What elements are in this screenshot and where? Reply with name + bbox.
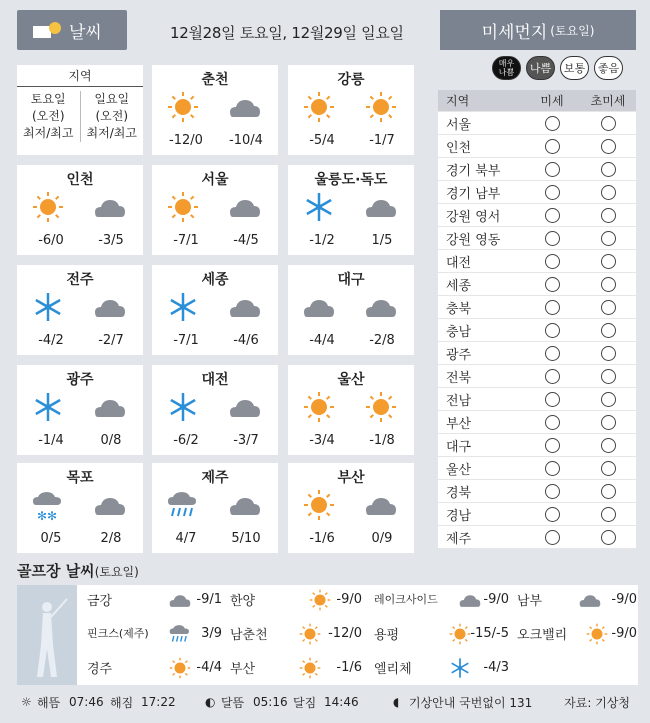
cloud-icon bbox=[93, 489, 127, 521]
sun-icon bbox=[31, 191, 65, 223]
city-card bbox=[288, 463, 414, 553]
dust-row bbox=[438, 135, 636, 158]
temp-sun: -3/5 bbox=[98, 233, 124, 248]
temp-sun: 0/8 bbox=[100, 433, 122, 448]
dust-row bbox=[438, 296, 636, 319]
temp-sat: -7/1 bbox=[173, 233, 199, 248]
moonset-time: 14:46 bbox=[324, 695, 359, 709]
pm25-indicator bbox=[601, 415, 616, 430]
city-name: 인천 bbox=[66, 172, 94, 188]
city-name: 서울 bbox=[201, 172, 229, 188]
city-card bbox=[152, 365, 278, 455]
dust-region: 세종 bbox=[446, 278, 472, 294]
pm10-indicator bbox=[545, 231, 560, 246]
city-name: 울산 bbox=[337, 372, 365, 388]
city-name: 전주 bbox=[66, 272, 94, 288]
dust-title: 미세먼지 bbox=[481, 22, 548, 43]
temp-sun: -2/7 bbox=[98, 333, 124, 348]
dust-row bbox=[438, 181, 636, 204]
temp-sun: -10/4 bbox=[229, 133, 263, 148]
dust-col-region: 지역 bbox=[446, 94, 470, 108]
pm10-indicator bbox=[545, 323, 560, 338]
pm25-indicator bbox=[601, 139, 616, 154]
golf-course-name: 오크밸리 bbox=[517, 627, 568, 643]
dust-region: 서울 bbox=[446, 117, 472, 133]
dust-region: 경남 bbox=[446, 508, 472, 524]
golf-course-name: 핀크스(제주) bbox=[87, 627, 149, 640]
pm25-indicator bbox=[601, 254, 616, 269]
temp-sat: -4/2 bbox=[38, 333, 64, 348]
temp-sat: 0/5 bbox=[40, 531, 62, 546]
golf-course-name: 부산 bbox=[230, 661, 256, 677]
golf-subtitle: (토요일) bbox=[94, 565, 139, 579]
temp-sat: -1/6 bbox=[309, 531, 335, 546]
snow-icon bbox=[166, 391, 200, 423]
forecast-dates: 12월28일 토요일, 12월29일 일요일 bbox=[170, 24, 404, 42]
legend-sun: 일요일 bbox=[94, 92, 130, 106]
dust-row bbox=[438, 319, 636, 342]
pm10-indicator bbox=[545, 461, 560, 476]
golf-course-name: 엘리체 bbox=[374, 661, 412, 677]
cloud-icon bbox=[228, 191, 262, 223]
moonset-label: 달짐 bbox=[293, 695, 317, 710]
golf-course-name: 경주 bbox=[87, 661, 113, 677]
golf-item bbox=[17, 587, 638, 611]
dust-row bbox=[438, 411, 636, 434]
pm10-indicator bbox=[545, 369, 560, 384]
dust-level-good: 좋음 bbox=[594, 56, 623, 80]
pm10-indicator bbox=[545, 300, 560, 315]
cloud-icon bbox=[228, 91, 262, 123]
sun-icon bbox=[302, 391, 336, 423]
dust-region: 광주 bbox=[446, 347, 472, 363]
snow-icon bbox=[302, 191, 336, 223]
golf-course-name: 용평 bbox=[374, 627, 400, 643]
pm10-indicator bbox=[545, 254, 560, 269]
sunset-label: 해짐 bbox=[110, 695, 134, 710]
city-name: 대구 bbox=[337, 272, 365, 288]
city-name: 제주 bbox=[201, 470, 229, 486]
golf-temp: -4/3 bbox=[483, 659, 509, 675]
city-card bbox=[17, 463, 143, 553]
dust-region: 대전 bbox=[446, 255, 472, 271]
city-name: 목포 bbox=[66, 470, 94, 486]
golf-course-name: 금강 bbox=[87, 593, 113, 609]
golf-item bbox=[17, 655, 638, 679]
golf-course-name: 남춘천 bbox=[230, 627, 268, 643]
golf-temp: -9/0 bbox=[611, 625, 637, 641]
dust-row bbox=[438, 227, 636, 250]
pm10-indicator bbox=[545, 185, 560, 200]
dust-row bbox=[438, 480, 636, 503]
temp-sun: 0/9 bbox=[371, 531, 393, 546]
cloud-icon bbox=[228, 391, 262, 423]
city-name: 부산 bbox=[337, 470, 365, 486]
dust-row bbox=[438, 434, 636, 457]
cloudrain-icon bbox=[166, 489, 200, 521]
dust-col-pm10: 미세 bbox=[540, 94, 564, 108]
legend-sat-am: (오전) bbox=[31, 109, 65, 123]
dust-region: 충북 bbox=[446, 301, 472, 317]
weather-title: 날씨 bbox=[69, 22, 102, 43]
pm25-indicator bbox=[601, 507, 616, 522]
sun-icon bbox=[364, 91, 398, 123]
pm10-indicator bbox=[545, 507, 560, 522]
pm10-indicator bbox=[545, 277, 560, 292]
moonrise-time: 05:16 bbox=[253, 695, 288, 709]
snow-icon bbox=[31, 291, 65, 323]
city-card bbox=[288, 65, 414, 155]
city-card bbox=[17, 165, 143, 255]
temp-sat: -1/2 bbox=[309, 233, 335, 248]
sunset-time: 17:22 bbox=[141, 695, 176, 709]
temp-sun: -1/7 bbox=[369, 133, 395, 148]
pm10-indicator bbox=[545, 415, 560, 430]
golf-temp: -4/4 bbox=[196, 659, 222, 675]
dust-region: 부산 bbox=[446, 416, 472, 432]
snow-icon bbox=[166, 291, 200, 323]
golf-temp: -1/6 bbox=[336, 659, 362, 675]
city-name: 울릉도·독도 bbox=[314, 172, 388, 188]
dust-subtitle: (토요일) bbox=[550, 23, 595, 38]
cloud-icon bbox=[93, 191, 127, 223]
dust-region: 대구 bbox=[446, 439, 472, 455]
snow-icon bbox=[31, 391, 65, 423]
dust-table bbox=[438, 90, 636, 549]
dust-header bbox=[440, 10, 636, 50]
svg-text:✻✻: ✻✻ bbox=[37, 509, 58, 521]
dust-region: 인천 bbox=[446, 140, 472, 156]
legend-sun-minmax: 최저/최고 bbox=[86, 126, 137, 140]
city-name: 세종 bbox=[201, 272, 229, 288]
dust-region: 강원 영서 bbox=[446, 209, 501, 225]
dust-row bbox=[438, 526, 636, 549]
temp-sat: -6/0 bbox=[38, 233, 64, 248]
dust-row bbox=[438, 457, 636, 480]
temp-sat: -12/0 bbox=[169, 133, 203, 148]
legend-region: 지역 bbox=[17, 65, 143, 87]
temp-sun: -4/5 bbox=[233, 233, 259, 248]
pm25-indicator bbox=[601, 530, 616, 545]
pm10-indicator bbox=[545, 162, 560, 177]
temp-sat: 4/7 bbox=[175, 531, 197, 546]
dust-region: 경기 남부 bbox=[446, 186, 501, 202]
golf-temp: -12/0 bbox=[328, 625, 362, 641]
pm10-indicator bbox=[545, 139, 560, 154]
golf-temp: -9/0 bbox=[336, 591, 362, 607]
temp-sun: 5/10 bbox=[231, 531, 261, 546]
dust-region: 전북 bbox=[446, 370, 472, 386]
temp-sat: -4/4 bbox=[309, 333, 335, 348]
forecast-info: 기상안내 국번없이 131 bbox=[409, 695, 533, 710]
cloudsnow-icon bbox=[31, 489, 65, 521]
dust-region: 경기 북부 bbox=[446, 163, 501, 179]
dust-col-pm25: 초미세 bbox=[590, 94, 626, 108]
legend-sat: 토요일 bbox=[30, 92, 66, 106]
dust-table-header bbox=[438, 90, 636, 112]
temp-sun: -4/6 bbox=[233, 333, 259, 348]
cloud-icon bbox=[228, 489, 262, 521]
pm10-indicator bbox=[545, 116, 560, 131]
city-name: 강릉 bbox=[337, 72, 365, 88]
cloud-icon bbox=[93, 391, 127, 423]
dust-row bbox=[438, 365, 636, 388]
cloud-icon bbox=[302, 291, 336, 323]
pm25-indicator bbox=[601, 185, 616, 200]
cloud-icon bbox=[364, 191, 398, 223]
golf-temp: 3/9 bbox=[201, 625, 222, 641]
snow-icon bbox=[447, 657, 473, 679]
cloud-icon bbox=[577, 589, 603, 611]
temp-sat: -3/4 bbox=[309, 433, 335, 448]
cloud-icon bbox=[364, 291, 398, 323]
sun-icon bbox=[302, 91, 336, 123]
legend-sat-minmax: 최저/최고 bbox=[23, 126, 74, 140]
dust-row bbox=[438, 250, 636, 273]
temp-sun: -2/8 bbox=[369, 333, 395, 348]
dust-region: 충남 bbox=[446, 324, 472, 340]
pm10-indicator bbox=[545, 484, 560, 499]
golf-panel bbox=[17, 585, 638, 685]
moonrise-label: 달뜸 bbox=[221, 695, 245, 710]
dust-row bbox=[438, 273, 636, 296]
sun-icon bbox=[364, 391, 398, 423]
golf-temp: -15/-5 bbox=[470, 625, 509, 641]
cloud-icon bbox=[364, 489, 398, 521]
dust-level-very-bad: 매우 나쁨 bbox=[492, 56, 521, 80]
golf-title-text: 골프장 날씨 bbox=[17, 562, 95, 580]
sunrise-icon: ☼ bbox=[21, 695, 32, 709]
weather-header bbox=[17, 10, 127, 50]
pm25-indicator bbox=[601, 162, 616, 177]
city-name: 광주 bbox=[66, 372, 94, 388]
dust-row bbox=[438, 204, 636, 227]
dust-level-normal: 보통 bbox=[560, 56, 589, 80]
dust-region: 강원 영동 bbox=[446, 232, 501, 248]
pm25-indicator bbox=[601, 231, 616, 246]
data-source: 자료: 기상청 bbox=[564, 695, 630, 710]
pm25-indicator bbox=[601, 300, 616, 315]
sun-icon bbox=[166, 91, 200, 123]
dust-row bbox=[438, 112, 636, 135]
pm25-indicator bbox=[601, 277, 616, 292]
pm25-indicator bbox=[601, 323, 616, 338]
city-card bbox=[288, 365, 414, 455]
sun-icon bbox=[302, 489, 336, 521]
city-card bbox=[17, 265, 143, 355]
sun-icon bbox=[166, 191, 200, 223]
city-card bbox=[152, 165, 278, 255]
city-name: 춘천 bbox=[201, 72, 229, 88]
dust-row bbox=[438, 158, 636, 181]
temp-sat: -1/4 bbox=[38, 433, 64, 448]
dust-row bbox=[438, 503, 636, 526]
pm10-indicator bbox=[545, 392, 560, 407]
pm10-indicator bbox=[545, 208, 560, 223]
cloud-icon bbox=[93, 291, 127, 323]
pm25-indicator bbox=[601, 116, 616, 131]
moon-icon: ◐ bbox=[205, 695, 216, 709]
dust-region: 제주 bbox=[446, 531, 472, 547]
pm25-indicator bbox=[601, 484, 616, 499]
temp-sat: -6/2 bbox=[173, 433, 199, 448]
sun-icon bbox=[584, 623, 610, 645]
phone-icon: ◖ bbox=[393, 695, 400, 709]
footer bbox=[17, 692, 638, 712]
temp-sun: -3/7 bbox=[233, 433, 259, 448]
city-name: 대전 bbox=[201, 372, 229, 388]
dust-region: 전남 bbox=[446, 393, 472, 409]
pm10-indicator bbox=[545, 346, 560, 361]
cloud-icon bbox=[228, 291, 262, 323]
city-card bbox=[17, 365, 143, 455]
city-card bbox=[152, 65, 278, 155]
dust-row bbox=[438, 388, 636, 411]
city-card bbox=[152, 265, 278, 355]
pm25-indicator bbox=[601, 346, 616, 361]
sun-cloud-icon bbox=[31, 18, 67, 42]
dust-level-bad: 나쁨 bbox=[526, 56, 555, 80]
golf-item bbox=[17, 621, 638, 645]
pm25-indicator bbox=[601, 438, 616, 453]
legend-card bbox=[17, 65, 143, 155]
golf-temp: -9/0 bbox=[483, 591, 509, 607]
temp-sun: 1/5 bbox=[371, 233, 393, 248]
golf-temp: -9/0 bbox=[611, 591, 637, 607]
dust-region: 울산 bbox=[446, 462, 472, 478]
pm25-indicator bbox=[601, 369, 616, 384]
temp-sun: -1/8 bbox=[369, 433, 395, 448]
golf-course-name: 한양 bbox=[230, 593, 256, 609]
pm10-indicator bbox=[545, 438, 560, 453]
dust-region: 경북 bbox=[446, 485, 472, 501]
dust-row bbox=[438, 342, 636, 365]
sunrise-label: 해뜸 bbox=[37, 695, 61, 710]
dust-legend bbox=[492, 56, 623, 80]
golf-title bbox=[17, 560, 139, 581]
golf-course-name: 남부 bbox=[517, 593, 543, 609]
pm10-indicator bbox=[545, 530, 560, 545]
sunrise-time: 07:46 bbox=[69, 695, 104, 709]
city-card bbox=[288, 165, 414, 255]
temp-sun: 2/8 bbox=[100, 531, 122, 546]
temp-sat: -5/4 bbox=[309, 133, 335, 148]
golf-temp: -9/1 bbox=[196, 591, 222, 607]
temp-sat: -7/1 bbox=[173, 333, 199, 348]
golf-course-name: 레이크사이드 bbox=[374, 593, 438, 606]
city-card bbox=[288, 265, 414, 355]
city-card bbox=[152, 463, 278, 553]
pm25-indicator bbox=[601, 392, 616, 407]
pm25-indicator bbox=[601, 461, 616, 476]
pm25-indicator bbox=[601, 208, 616, 223]
legend-sun-am: (오전) bbox=[95, 109, 129, 123]
